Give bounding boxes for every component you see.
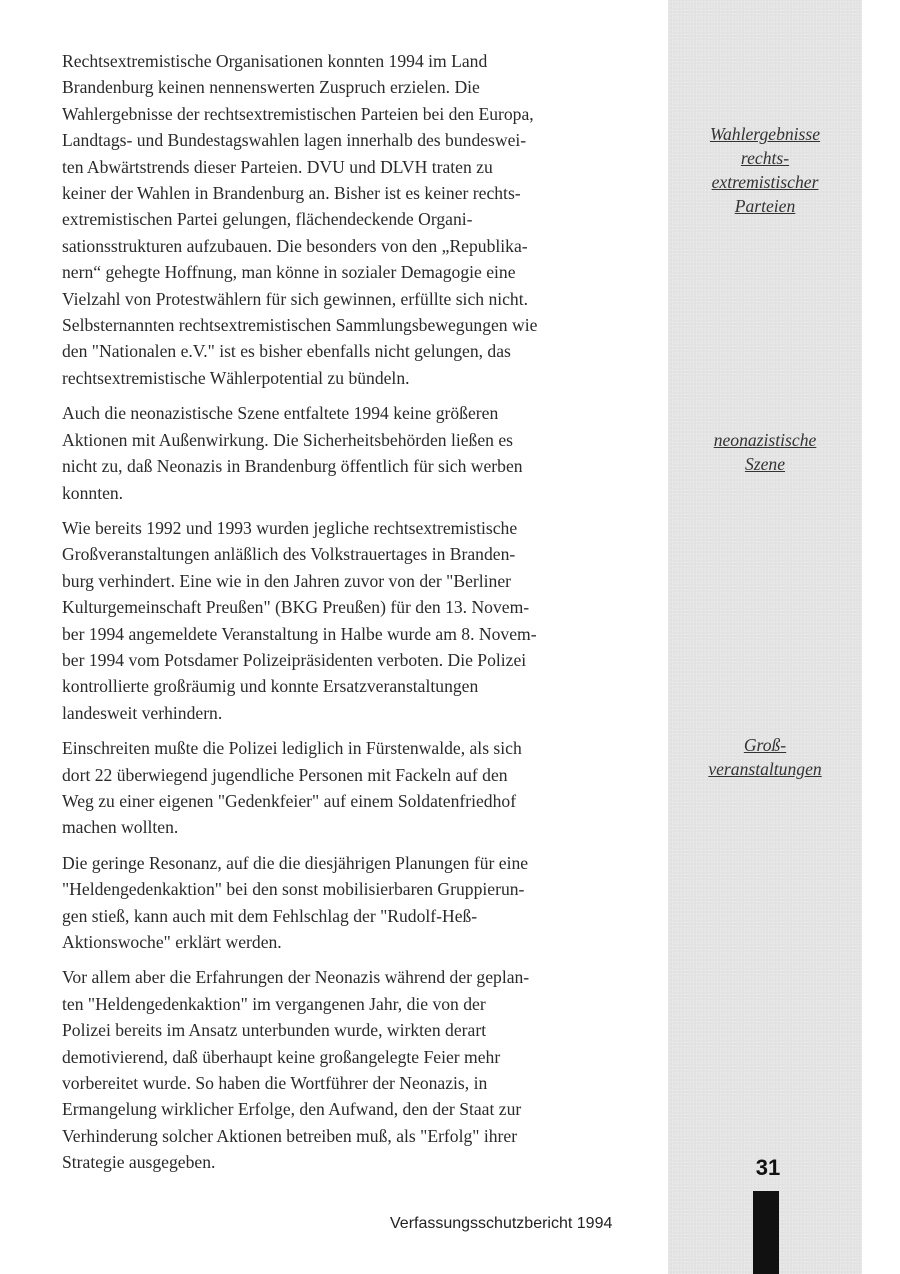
paragraph [62,48,652,391]
text-line: Verhinderung solcher Aktionen betreiben muß, als "Erfolg" ihrer [62,1125,518,1146]
text-line: Selbsternannten rechtsextremistischen Sammlungsbewegungen wie [62,315,538,336]
text-line: Brandenburg keinen nennenswerten Zuspruch erzielen. Die [62,77,480,98]
paragraph [62,515,652,726]
margin-note-neonazistische-szene [668,428,862,476]
footer-title: Verfassungsschutzbericht 1994 [390,1215,613,1232]
text-line: sationsstrukturen aufzubauen. Die besonders von den „Republika- [62,235,528,256]
text-line: Wahlergebnisse der rechtsextremistischen Parteien bei den Europa, [62,103,534,124]
text-line: keiner der Wahlen in Brandenburg an. Bisher ist es keiner rechts- [62,183,521,204]
margin-note-line: Wahlergebnisse [709,124,821,144]
margin-note-line: Groß- [743,735,787,755]
page-marker-bar [753,1191,779,1274]
text-line: Ermangelung wirklicher Erfolge, den Aufwand, den der Staat zur [62,1099,522,1120]
paragraph [62,964,652,1175]
text-line: Wie bereits 1992 und 1993 wurden jegliche rechtsextremistische [62,517,518,538]
margin-note-line: neonazistische [713,430,817,450]
text-line: nern“ gehegte Hoffnung, man könne in sozialer Demagogie eine [62,262,516,283]
text-line: ber 1994 vom Potsdamer Polizeipräsidenten verboten. Die Polizei [62,649,527,670]
text-line: Vielzahl von Protestwählern für sich gewinnen, erfüllte sich nicht. [62,288,529,309]
margin-note-wahlergebnisse [668,122,862,218]
text-line: Aktionen mit Außenwirkung. Die Sicherheitsbehörden ließen es [62,429,513,450]
text-line: Rechtsextremistische Organisationen konnten 1994 im Land [62,51,488,71]
text-line: extremistischen Partei gelungen, flächendeckende Organi- [62,209,473,230]
paragraph [62,850,652,956]
text-line: Auch die neonazistische Szene entfaltete 1994 keine größeren [62,403,499,424]
text-line: Kulturgemeinschaft Preußen" (BKG Preußen) für den 13. Novem- [62,597,530,618]
paragraph [62,400,652,506]
text-line: Polizei bereits im Ansatz unterbunden wurde, wirkten derart [62,1020,487,1041]
margin-note-line: extremistischer [711,172,819,192]
text-line: ten "Heldengedenkaktion" im vergangenen Jahr, die von der [62,993,486,1014]
margin-note-grossveranstaltungen [668,733,862,781]
margin-note-line: Szene [744,454,786,474]
text-line: demotivierend, daß überhaupt keine großangelegte Feier mehr [62,1046,501,1067]
margin-note-line: veranstaltungen [708,759,822,779]
margin-column [668,0,862,1274]
text-line: ten Abwärtstrends dieser Parteien. DVU und DLVH traten zu [62,156,493,177]
text-line: Einschreiten mußte die Polizei lediglich in Fürstenwalde, als sich [62,738,522,759]
text-line: den "Nationalen e.V." ist es bisher ebenfalls nicht gelungen, das [62,341,511,362]
text-line: rechtsextremistische Wählerpotential zu bündeln. [62,367,410,388]
text-line: landesweit verhindern. [62,702,223,723]
text-line: dort 22 überwiegend jugendliche Personen mit Fackeln auf den [62,764,508,785]
text-line: burg verhindert. Eine wie in den Jahren zuvor von der "Berliner [62,570,512,591]
text-line: Großveranstaltungen anläßlich des Volkstrauertages in Branden- [62,544,516,565]
text-line: konnten. [62,482,124,503]
paragraph [62,735,652,841]
margin-note-line: Parteien [734,196,796,216]
text-line: "Heldengedenkaktion" bei den sonst mobilisierbaren Gruppierun- [62,879,525,900]
text-line: Landtags- und Bundestagswahlen lagen innerhalb des bundeswei- [62,130,527,151]
margin-note-line: rechts- [740,148,790,168]
text-line: Weg zu einer eigenen "Gedenkfeier" auf einem Soldatenfriedhof [62,790,517,811]
body-text [62,48,652,1185]
page-number: 31 [755,1155,781,1180]
text-line: ber 1994 angemeldete Veranstaltung in Halbe wurde am 8. Novem- [62,623,537,644]
text-line: machen wollten. [62,817,179,838]
text-line: nicht zu, daß Neonazis in Brandenburg öffentlich für sich werben [62,456,523,477]
text-line: gen stieß, kann auch mit dem Fehlschlag der "Rudolf-Heß- [62,905,478,926]
text-line: Strategie ausgegeben. [62,1152,216,1173]
text-line: Vor allem aber die Erfahrungen der Neonazis während der geplan- [62,967,530,988]
text-line: vorbereitet wurde. So haben die Wortführer der Neonazis, in [62,1073,488,1094]
text-line: kontrollierte großräumig und konnte Ersatzveranstaltungen [62,676,479,697]
text-line: Die geringe Resonanz, auf die die diesjährigen Planungen für eine [62,852,529,873]
text-line: Aktionswoche" erklärt werden. [62,932,282,952]
